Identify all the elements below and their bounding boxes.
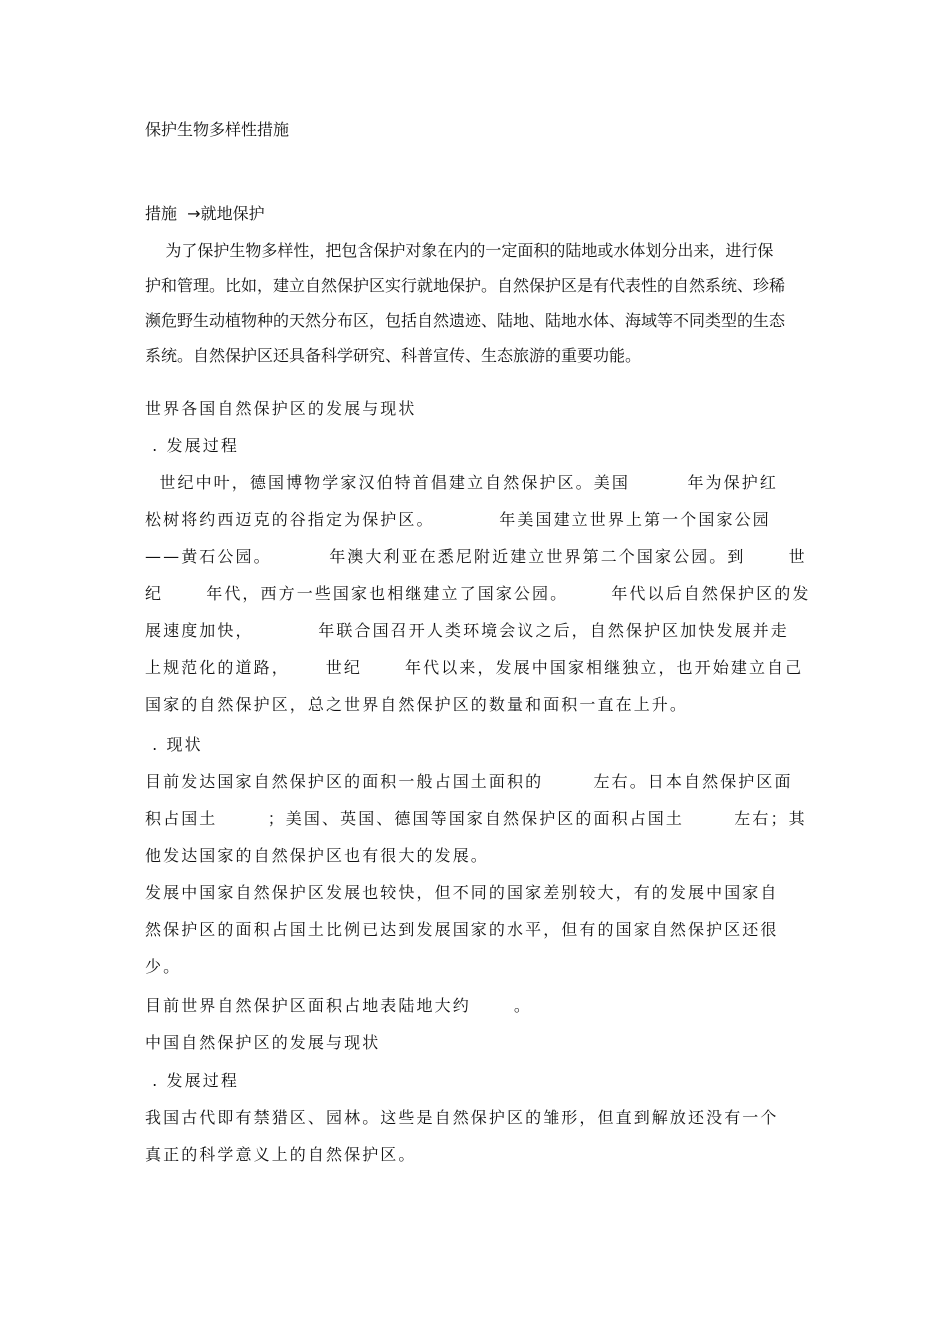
subheading-status: . 现状: [145, 735, 203, 754]
paragraph-line: 目前世界自然保护区面积占地表陆地大约 。: [145, 996, 533, 1015]
paragraph-line: 护和管理。比如，建立自然保护区实行就地保护。自然保护区是有代表性的自然系统、珍稀: [145, 276, 786, 295]
subheading-process: . 发展过程: [145, 1071, 239, 1090]
paragraph-line: 世纪中叶，德国博物学家汉伯特首倡建立自然保护区。美国 年为保护红: [145, 473, 778, 492]
paragraph-line: 上规范化的道路， 世纪 年代以来，发展中国家相继独立，也开始建立自己: [145, 658, 804, 677]
paragraph-line: 发展中国家自然保护区发展也较快，但不同的国家差别较大，有的发展中国家自: [145, 883, 779, 902]
paragraph-line: 少。: [145, 957, 182, 976]
document-title: 保护生物多样性措施: [145, 120, 290, 139]
paragraph-line: 为了保护生物多样性，把包含保护对象在内的一定面积的陆地或水体划分出来，进行保: [145, 241, 774, 260]
measure-heading: 措施 →就地保护: [145, 204, 265, 223]
paragraph-line: 积占国土 ；美国、英国、德国等国家自然保护区的面积占国土 左右；其: [145, 809, 807, 828]
paragraph-line: 国家的自然保护区，总之世界自然保护区的数量和面积一直在上升。: [145, 695, 689, 714]
paragraph-line: 他发达国家的自然保护区也有很大的发展。: [145, 846, 489, 865]
paragraph-line: 展速度加快， 年联合国召开人类环境会议之后，自然保护区加快发展并走: [145, 621, 789, 640]
paragraph-line: 真正的科学意义上的自然保护区。: [145, 1145, 417, 1164]
paragraph-line: 然保护区的面积占国土比例已达到发展国家的水平，但有的国家自然保护区还很: [145, 920, 779, 939]
paragraph-line: 纪 年代，西方一些国家也相继建立了国家公园。 年代以后自然保护区的发: [145, 584, 811, 603]
paragraph-line: 濒危野生动植物种的天然分布区，包括自然遗迹、陆地、陆地水体、海域等不同类型的生态: [145, 311, 786, 330]
paragraph-line: 系统。自然保护区还具备科学研究、科普宣传、生态旅游的重要功能。: [145, 346, 642, 365]
section-heading-china: 中国自然保护区的发展与现状: [145, 1033, 381, 1052]
paragraph-line: 松树将约西迈克的谷指定为保护区。 年美国建立世界上第一个国家公园: [145, 510, 771, 529]
paragraph-line: 我国古代即有禁猎区、园林。这些是自然保护区的雏形，但直到解放还没有一个: [145, 1108, 779, 1127]
subheading-process: . 发展过程: [145, 436, 239, 455]
paragraph-line: 目前发达国家自然保护区的面积一般占国土面积的 左右。日本自然保护区面: [145, 772, 793, 791]
section-heading-world: 世界各国自然保护区的发展与现状: [145, 399, 417, 418]
paragraph-line: ——黄石公园。 年澳大利亚在悉尼附近建立世界第二个国家公园。到 世: [145, 547, 807, 566]
